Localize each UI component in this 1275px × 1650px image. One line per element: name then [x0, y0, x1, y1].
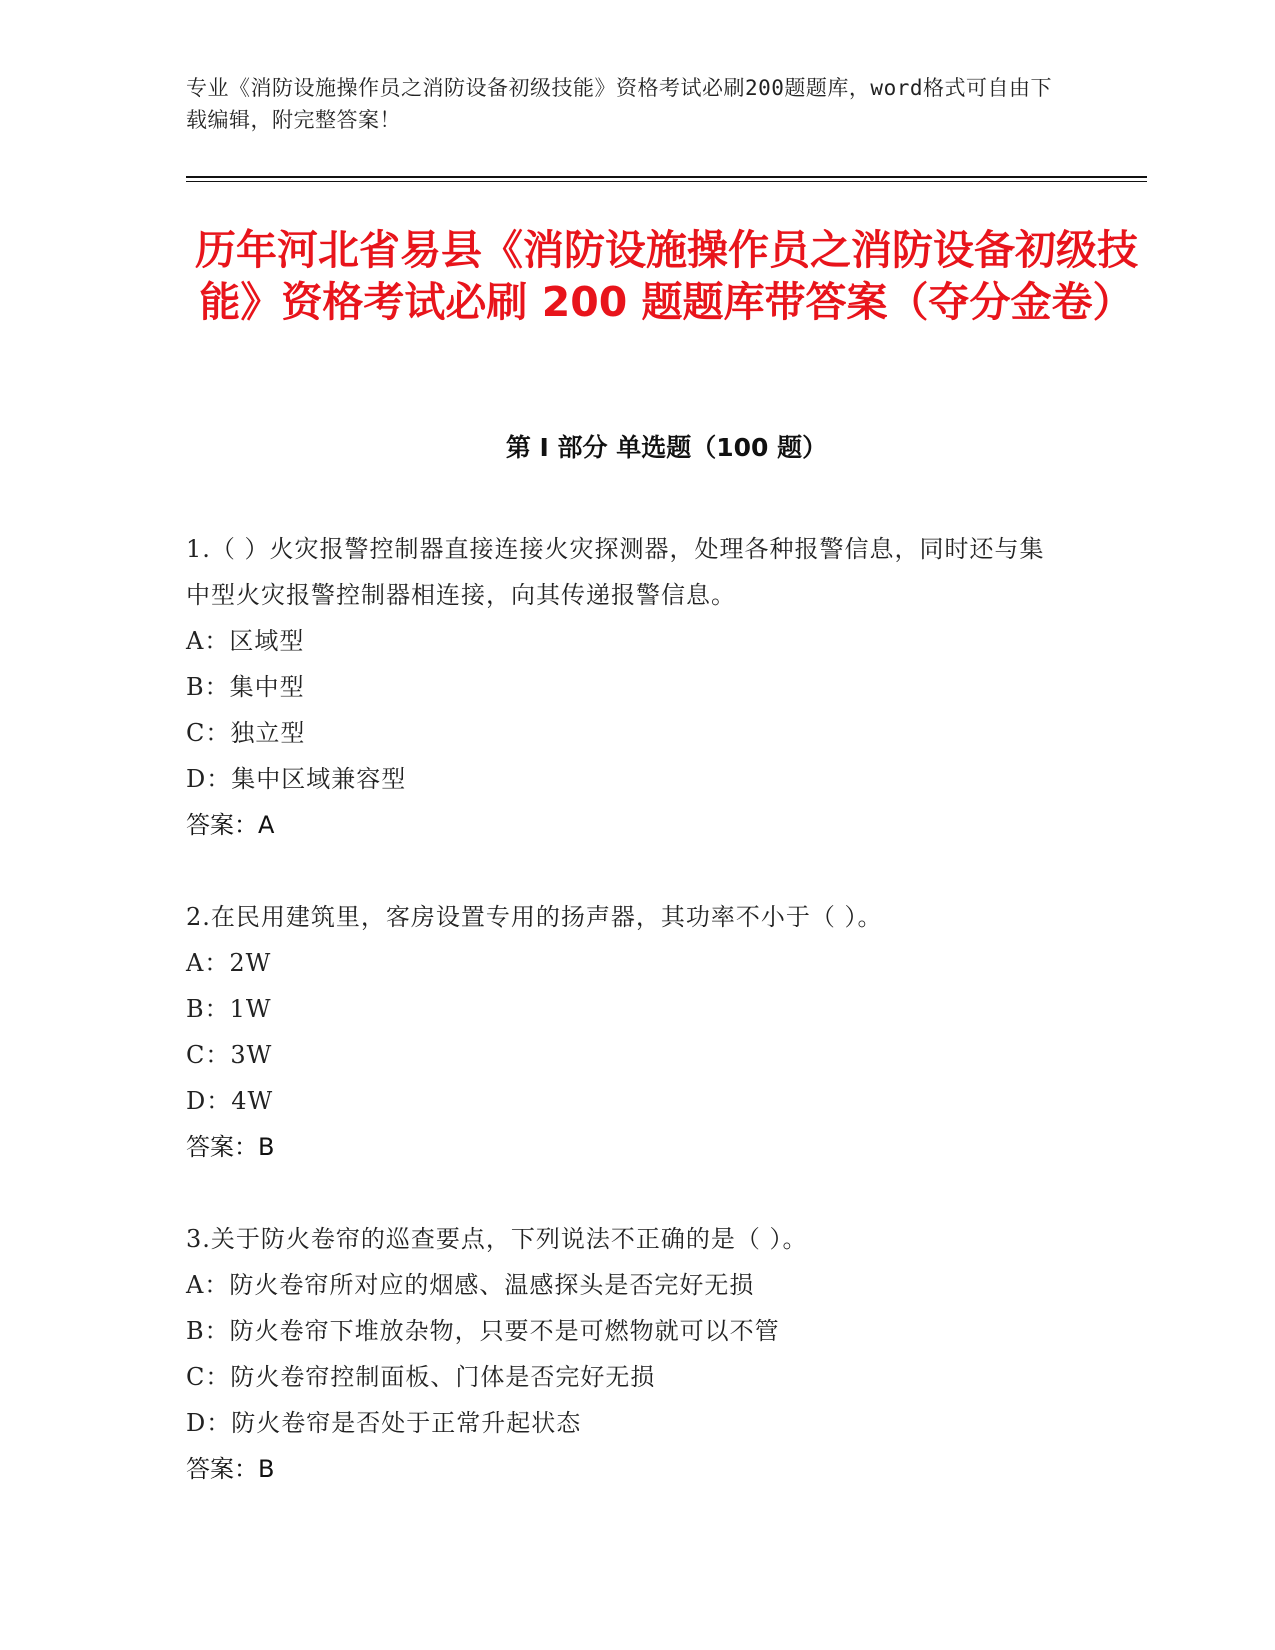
question-2: [186, 894, 1066, 1170]
option-a: A：区域型: [186, 627, 305, 655]
option-d: D：4W: [186, 1087, 274, 1115]
question-3: [186, 1216, 1066, 1492]
main-title: 历年河北省易县《消防设施操作员之消防设备初级技能》资格考试必刷 200 题题库带答案（夺分金卷）: [195, 226, 1138, 326]
option-c: C：独立型: [186, 719, 306, 747]
option-c: C：3W: [186, 1041, 273, 1069]
option-a: A：防火卷帘所对应的烟感、温感探头是否完好无损: [186, 1271, 755, 1299]
option-d: D：防火卷帘是否处于正常升起状态: [186, 1409, 582, 1437]
option-b: B：1W: [186, 995, 272, 1023]
answer: 答案：B: [186, 1455, 275, 1483]
option-d: D：集中区域兼容型: [186, 765, 407, 793]
question-stem: 2.在民用建筑里，客房设置专用的扬声器，其功率不小于（ ）。: [186, 903, 883, 931]
option-a: A：2W: [186, 949, 272, 977]
header-rule-thin: [186, 181, 1147, 182]
question-stem: 3.关于防火卷帘的巡查要点，下列说法不正确的是（ ）。: [186, 1225, 808, 1253]
header-rule-thick: [186, 176, 1147, 178]
answer: 答案：B: [186, 1133, 275, 1161]
question-list: [186, 526, 1066, 1538]
question-1: [186, 526, 1066, 848]
header-note: 专业《消防设施操作员之消防设备初级技能》资格考试必刷200题题库，word格式可自由下载编辑，附完整答案！: [186, 76, 1052, 132]
section-title: 第 I 部分 单选题（100 题）: [505, 433, 828, 462]
option-b: B：集中型: [186, 673, 305, 701]
answer: 答案：A: [186, 811, 275, 839]
option-b: B：防火卷帘下堆放杂物，只要不是可燃物就可以不管: [186, 1317, 780, 1345]
option-c: C：防火卷帘控制面板、门体是否完好无损: [186, 1363, 656, 1391]
question-stem: 1.（ ）火灾报警控制器直接连接火灾探测器，处理各种报警信息，同时还与集中型火灾报警控制器相连接，向其传递报警信息。: [186, 535, 1045, 609]
